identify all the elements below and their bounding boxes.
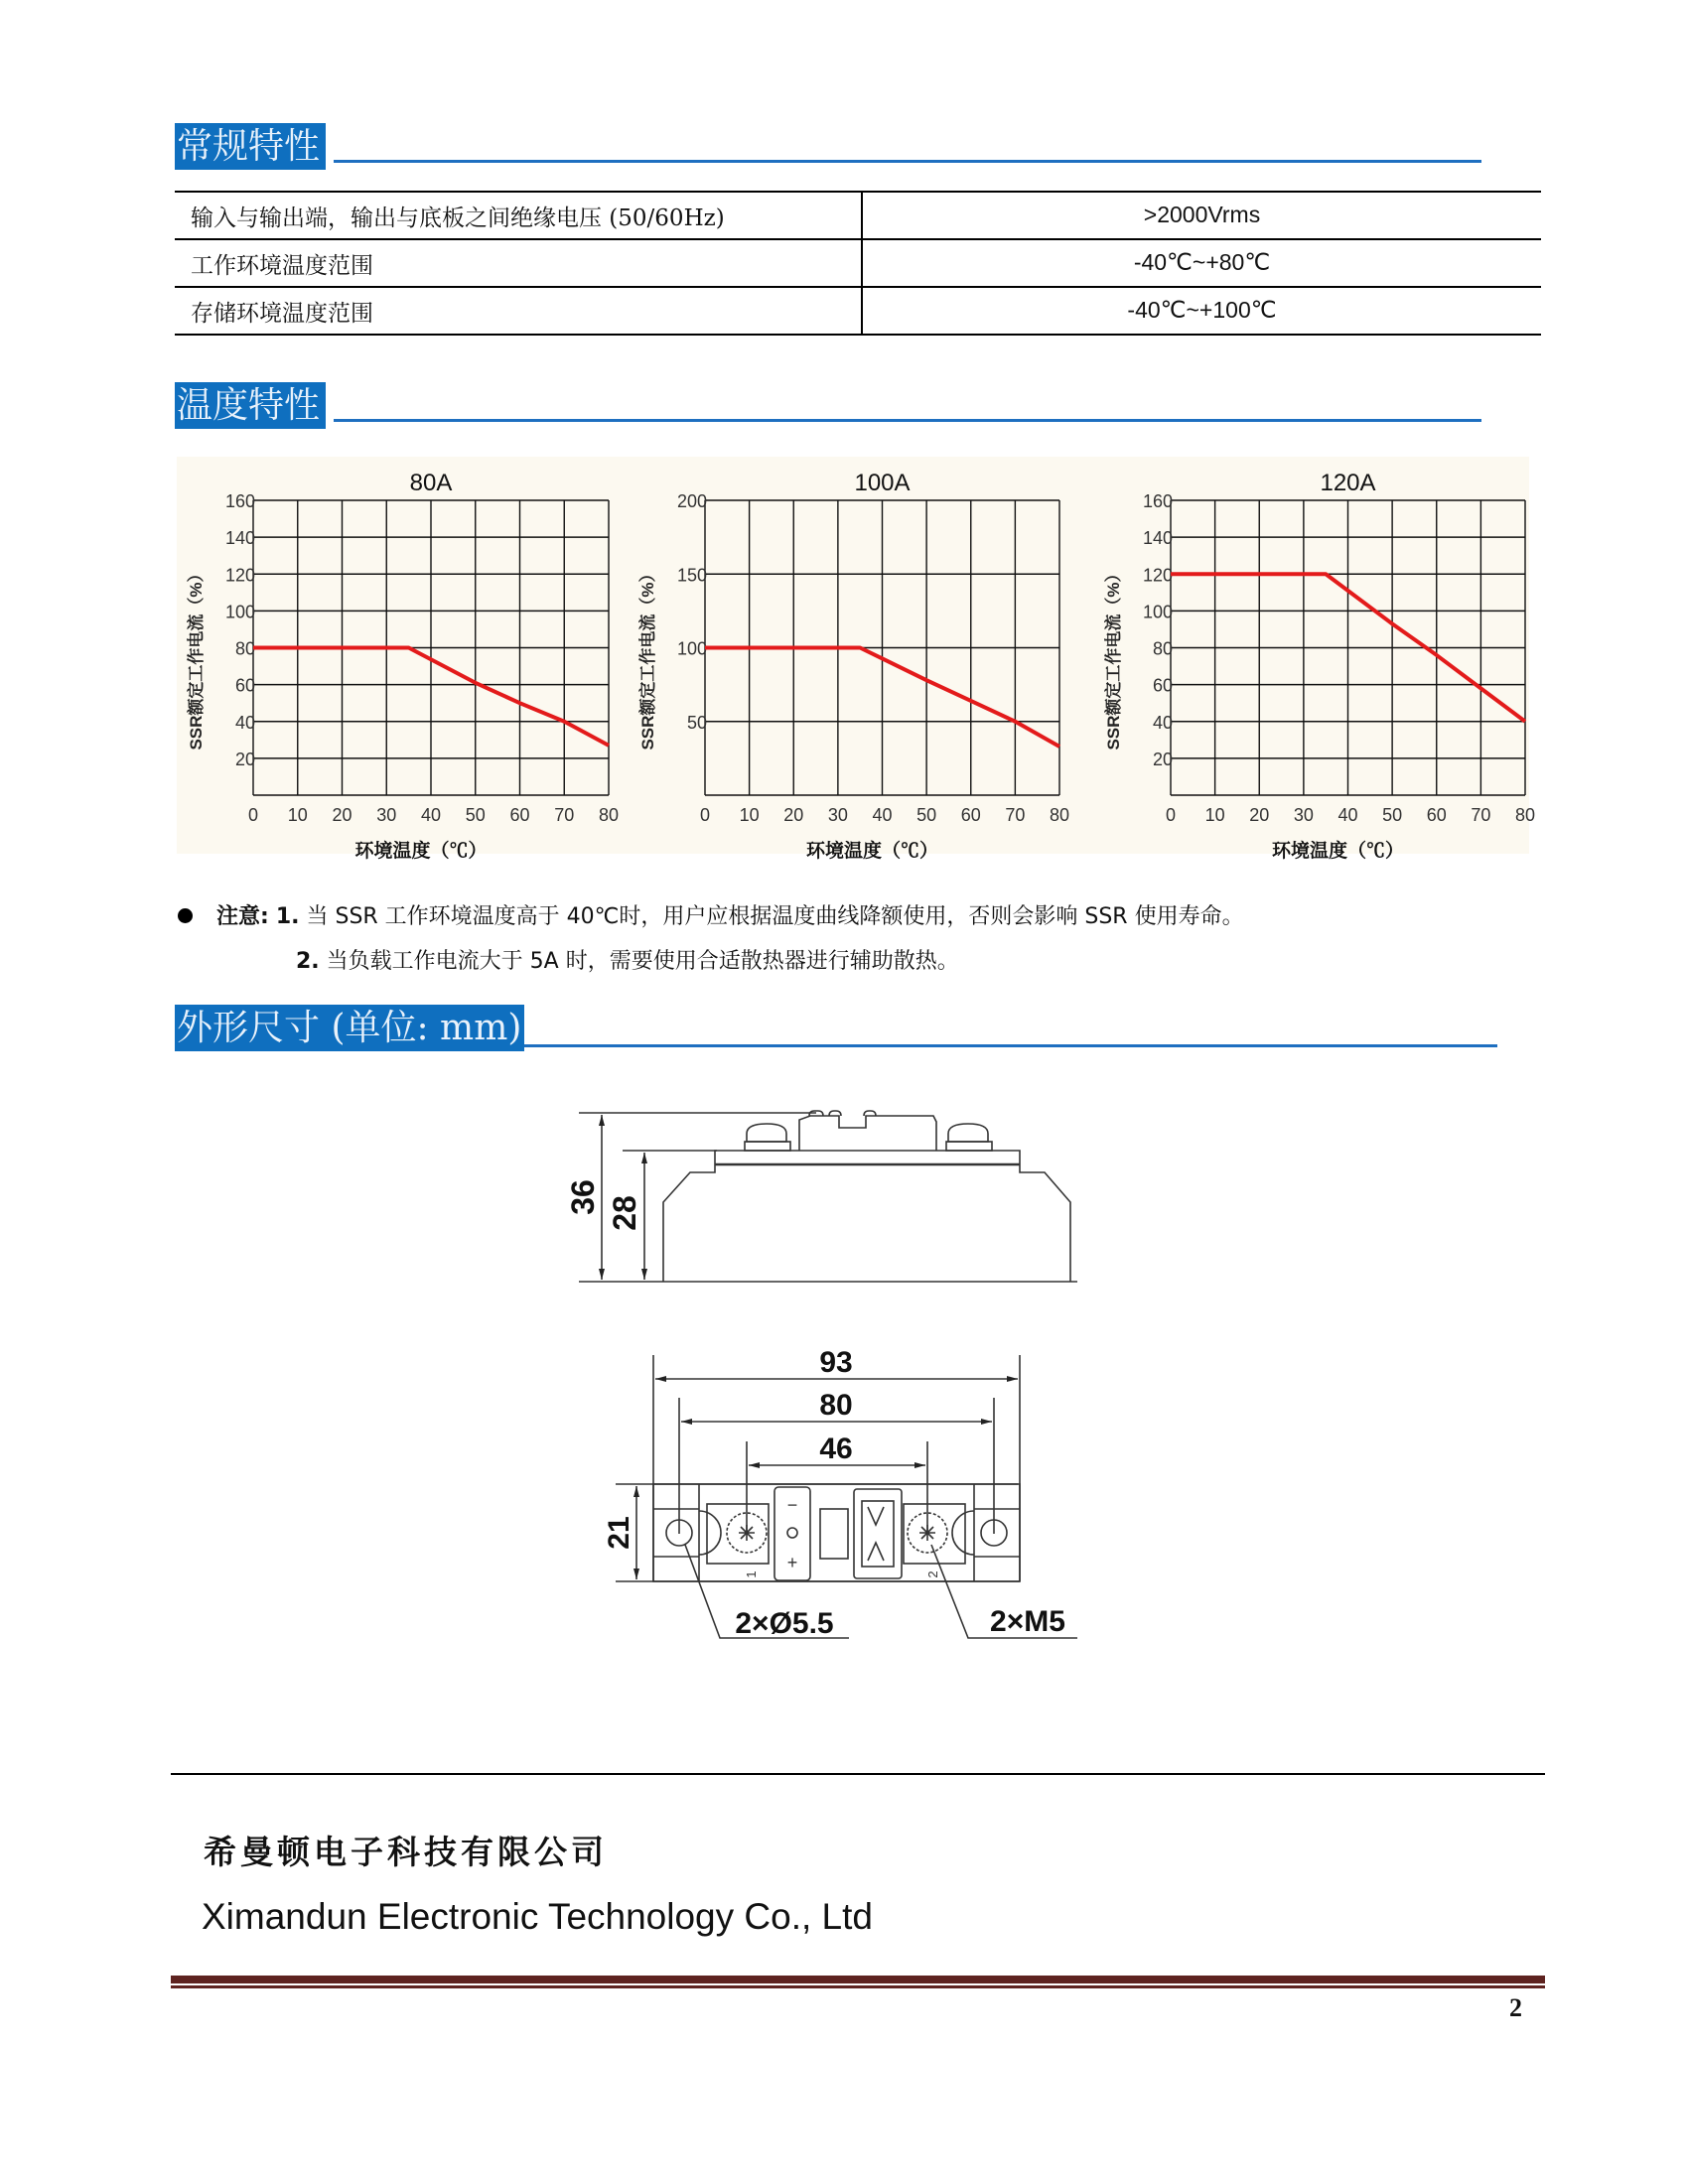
hole-boss — [952, 1511, 974, 1555]
company-name-en: Ximandun Electronic Technology Co., Ltd — [202, 1896, 873, 1937]
x-tick-label: 0 — [699, 805, 711, 825]
x-tick-label: 30 — [1293, 805, 1314, 825]
y-tick-label: 20 — [234, 749, 255, 769]
section-heading-dimensions: 外形尺寸 (单位: mm) — [175, 1005, 524, 1051]
section-heading-general: 常规特性 — [175, 123, 326, 170]
control-terminal-hole — [787, 1528, 797, 1538]
param-cell: 工作环境温度范围 — [191, 253, 373, 279]
x-tick-label: 60 — [1426, 805, 1447, 825]
y-tick-label: 60 — [1152, 675, 1173, 696]
x-tick-label: 80 — [1049, 805, 1070, 825]
x-tick-label: 40 — [420, 805, 442, 825]
terminal-pad-1 — [707, 1504, 769, 1564]
minus-sign: − — [786, 1495, 798, 1515]
dimension-label-46: 46 — [819, 1433, 853, 1465]
y-axis-label: SSR额定工作电流（%） — [638, 565, 657, 751]
x-tick-label: 50 — [916, 805, 937, 825]
screw-callout: 2×M5 — [990, 1605, 1065, 1638]
y-tick-label: 50 — [686, 712, 707, 733]
terminal-label-1: 1 — [744, 1570, 759, 1578]
chart-title: 120A — [1320, 470, 1376, 496]
bullet-icon — [178, 908, 193, 923]
y-tick-label: 100 — [676, 638, 707, 659]
x-tick-label: 0 — [1165, 805, 1177, 825]
section-heading-temperature: 温度特性 — [175, 382, 326, 429]
value-cell: -40℃~+80℃ — [1133, 249, 1271, 275]
dimension-label-21: 21 — [603, 1516, 635, 1550]
y-tick-label: 120 — [1142, 565, 1173, 586]
label-block — [862, 1501, 894, 1567]
x-tick-label: 40 — [872, 805, 893, 825]
section-heading-rule — [524, 1044, 1497, 1047]
screw-star-icon — [919, 1525, 935, 1541]
x-tick-label: 70 — [1471, 805, 1491, 825]
y-tick-label: 160 — [1142, 491, 1173, 511]
hole-callout: 2×Ø5.5 — [735, 1607, 834, 1640]
screw-washer-right — [946, 1142, 992, 1151]
y-tick-label: 80 — [1152, 638, 1173, 659]
y-axis-label: SSR额定工作电流（%） — [187, 565, 206, 751]
x-tick-label: 0 — [247, 805, 259, 825]
terminal-pad-2 — [904, 1504, 965, 1564]
chart-80A — [186, 470, 619, 862]
side-view — [579, 1111, 1077, 1282]
page-number: 2 — [1509, 1993, 1522, 2022]
chart-120A — [1103, 470, 1535, 862]
derating-charts — [0, 0, 1688, 893]
status-window — [820, 1509, 848, 1559]
screw-washer-left — [745, 1142, 790, 1151]
note-item-2 — [296, 944, 959, 975]
x-tick-label: 20 — [783, 805, 804, 825]
value-cell: >2000Vrms — [1143, 202, 1261, 227]
dimension-label-28: 28 — [607, 1195, 642, 1231]
chart-100A — [637, 470, 1069, 862]
y-tick-label: 120 — [224, 565, 255, 586]
notes-label: 注意: — [216, 904, 269, 929]
param-cell: 输入与输出端，输出与底板之间绝缘电压 (50/60Hz) — [191, 205, 725, 231]
value-cell: -40℃~+100℃ — [1127, 297, 1277, 323]
y-axis-label: SSR额定工作电流（%） — [1104, 565, 1123, 751]
x-tick-label: 50 — [1382, 805, 1403, 825]
y-tick-label: 160 — [224, 491, 255, 511]
x-tick-label: 70 — [1005, 805, 1026, 825]
y-tick-label: 140 — [224, 528, 255, 549]
x-axis-label: 环境温度（℃） — [805, 841, 939, 862]
x-tick-label: 60 — [960, 805, 981, 825]
y-tick-label: 60 — [234, 675, 255, 696]
y-tick-label: 100 — [224, 602, 255, 622]
center-housing — [799, 1116, 936, 1151]
note-item-1 — [216, 899, 1244, 930]
footer-bar-thin — [171, 1985, 1545, 1988]
body-outline — [663, 1151, 1070, 1282]
x-tick-label: 60 — [509, 805, 530, 825]
x-tick-label: 20 — [1249, 805, 1270, 825]
y-tick-label: 40 — [1152, 712, 1173, 733]
note-text: 当 SSR 工作环境温度高于 40℃时，用户应根据温度曲线降额使用，否则会影响 SSR 使用寿命。 — [306, 904, 1244, 929]
x-tick-label: 50 — [465, 805, 486, 825]
y-tick-label: 40 — [234, 712, 255, 733]
x-tick-label: 40 — [1337, 805, 1358, 825]
dimension-label-36: 36 — [565, 1179, 601, 1215]
x-tick-label: 70 — [554, 805, 575, 825]
note-number: 2. — [296, 949, 320, 974]
note-number: 1. — [275, 904, 300, 929]
footer-bar-thick — [171, 1976, 1545, 1983]
company-name-cn: 希曼顿电子科技有限公司 — [204, 1833, 608, 1871]
dimension-drawing — [0, 1072, 1688, 1668]
x-axis-label: 环境温度（℃） — [1271, 841, 1405, 862]
screw-head-left — [747, 1124, 786, 1142]
x-tick-label: 30 — [827, 805, 848, 825]
x-tick-label: 80 — [1514, 805, 1536, 825]
y-tick-label: 20 — [1152, 749, 1173, 769]
y-tick-label: 150 — [676, 565, 707, 586]
plus-sign: + — [786, 1553, 798, 1572]
x-tick-label: 10 — [739, 805, 760, 825]
chart-title: 80A — [409, 470, 453, 496]
label-glyph — [868, 1507, 884, 1561]
screw-head-right — [948, 1124, 988, 1142]
hole-boss — [699, 1511, 721, 1555]
param-cell: 存储环境温度范围 — [191, 301, 373, 327]
terminal-label-2: 2 — [925, 1570, 940, 1578]
y-tick-label: 200 — [676, 491, 707, 511]
x-tick-label: 10 — [1204, 805, 1225, 825]
note-text: 当负载工作电流大于 5A 时，需要使用合适散热器进行辅助散热。 — [326, 949, 959, 974]
footer-top-rule — [171, 1773, 1545, 1775]
x-tick-label: 30 — [376, 805, 397, 825]
y-tick-label: 100 — [1142, 602, 1173, 622]
y-tick-label: 140 — [1142, 528, 1173, 549]
x-tick-label: 20 — [332, 805, 352, 825]
dimension-label-80: 80 — [819, 1389, 853, 1422]
x-axis-label: 环境温度（℃） — [354, 841, 488, 862]
dimension-label-93: 93 — [819, 1346, 853, 1379]
y-tick-label: 80 — [234, 638, 255, 659]
x-tick-label: 80 — [598, 805, 620, 825]
x-tick-label: 10 — [287, 805, 308, 825]
chart-title: 100A — [854, 470, 911, 496]
screw-star-icon — [739, 1525, 755, 1541]
